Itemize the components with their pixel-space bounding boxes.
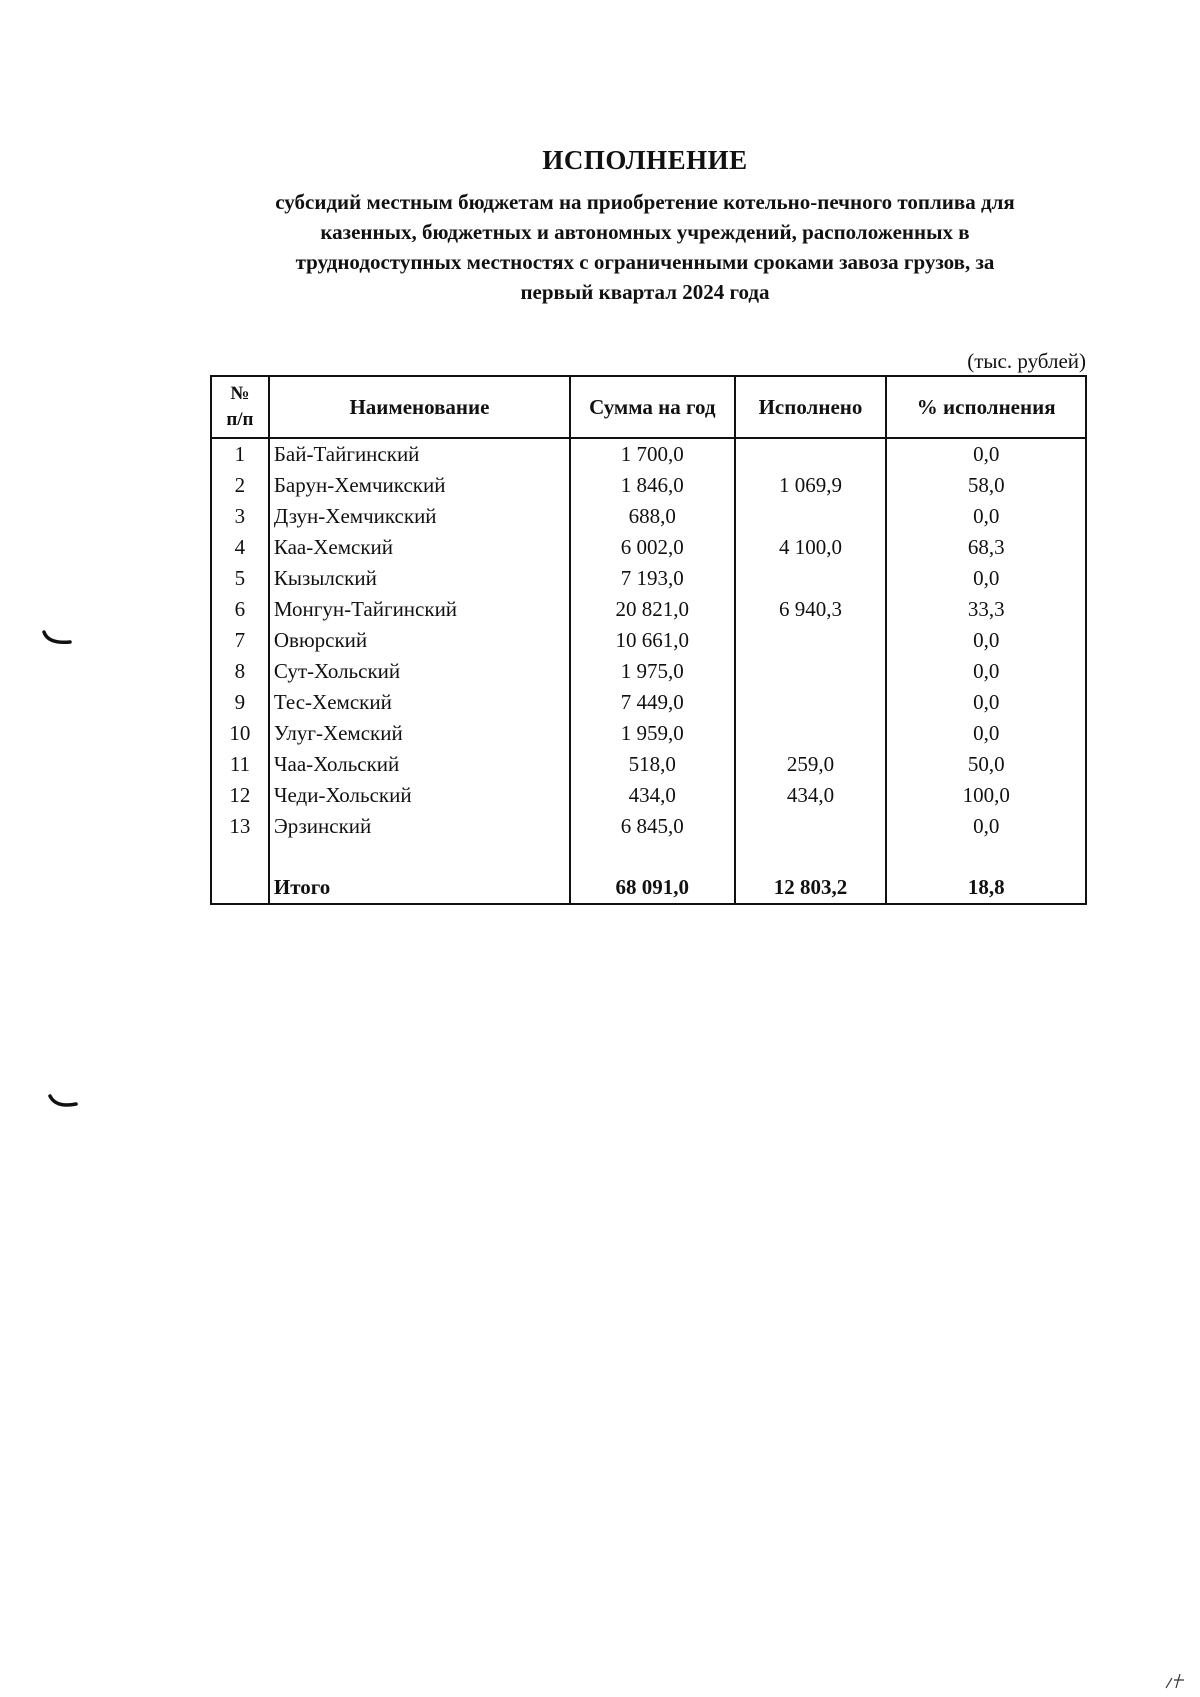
scan-mark [40, 630, 74, 648]
cell-name: Барун-Хемчикский [269, 470, 570, 501]
table-row [211, 687, 1086, 718]
scan-mark [46, 1094, 80, 1112]
total-done: 12 803,2 [735, 872, 887, 904]
table-row [211, 718, 1086, 749]
cell-sum: 1 975,0 [570, 656, 735, 687]
spacer-cell [886, 842, 1086, 872]
cell-number: 2 [211, 470, 269, 501]
total-percent: 18,8 [886, 872, 1086, 904]
header-number-line2: п/п [226, 409, 254, 430]
cell-done: 6 940,3 [735, 594, 887, 625]
table-row [211, 563, 1086, 594]
spacer-cell [735, 842, 887, 872]
table-row [211, 532, 1086, 563]
cell-number: 8 [211, 656, 269, 687]
cell-done: 434,0 [735, 780, 887, 811]
total-sum: 68 091,0 [570, 872, 735, 904]
table-header [211, 376, 1086, 438]
cell-name: Дзун-Хемчикский [269, 501, 570, 532]
cell-number: 3 [211, 501, 269, 532]
header-row [211, 376, 1086, 438]
cell-sum: 6 002,0 [570, 532, 735, 563]
cell-name: Эрзинский [269, 811, 570, 842]
cell-number: 9 [211, 687, 269, 718]
cell-name: Улуг-Хемский [269, 718, 570, 749]
header-percent: % исполнения [886, 376, 1086, 438]
cell-number: 1 [211, 438, 269, 470]
cell-sum: 1 700,0 [570, 438, 735, 470]
cell-done [735, 625, 887, 656]
table-row [211, 594, 1086, 625]
cell-name: Кызылский [269, 563, 570, 594]
cell-number: 4 [211, 532, 269, 563]
table-row [211, 438, 1086, 470]
cell-done [735, 501, 887, 532]
header-number [211, 376, 269, 438]
total-number-cell [211, 872, 269, 904]
document-subtitle [200, 187, 1090, 307]
cell-done [735, 811, 887, 842]
cell-name: Тес-Хемский [269, 687, 570, 718]
cell-name: Овюрский [269, 625, 570, 656]
cell-sum: 20 821,0 [570, 594, 735, 625]
cell-percent: 0,0 [886, 718, 1086, 749]
header-done: Исполнено [735, 376, 887, 438]
cell-percent: 100,0 [886, 780, 1086, 811]
total-row [211, 872, 1086, 904]
header-number-line1: № [230, 383, 250, 404]
cell-name: Каа-Хемский [269, 532, 570, 563]
subtitle-line: казенных, бюджетных и автономных учреждений, расположенных в [320, 220, 970, 244]
cell-number: 10 [211, 718, 269, 749]
table-row [211, 625, 1086, 656]
cell-percent: 58,0 [886, 470, 1086, 501]
cell-percent: 0,0 [886, 687, 1086, 718]
table-row [211, 470, 1086, 501]
cell-percent: 0,0 [886, 811, 1086, 842]
cell-percent: 0,0 [886, 625, 1086, 656]
cell-name: Монгун-Тайгинский [269, 594, 570, 625]
cell-done [735, 718, 887, 749]
units-note: (тыс. рублей) [967, 349, 1086, 373]
cell-number: 6 [211, 594, 269, 625]
cell-name: Чеди-Хольский [269, 780, 570, 811]
cell-name: Чаа-Хольский [269, 749, 570, 780]
cell-done [735, 438, 887, 470]
spacer-cell [269, 842, 570, 872]
cell-sum: 10 661,0 [570, 625, 735, 656]
cell-number: 12 [211, 780, 269, 811]
cell-sum: 688,0 [570, 501, 735, 532]
cell-sum: 518,0 [570, 749, 735, 780]
cell-sum: 1 846,0 [570, 470, 735, 501]
table-row [211, 656, 1086, 687]
table-body [211, 438, 1086, 904]
cell-done: 4 100,0 [735, 532, 887, 563]
total-label: Итого [269, 872, 570, 904]
cell-percent: 0,0 [886, 501, 1086, 532]
cell-sum: 6 845,0 [570, 811, 735, 842]
table-row [211, 811, 1086, 842]
execution-table [210, 375, 1087, 905]
cell-percent: 0,0 [886, 563, 1086, 594]
cell-done: 259,0 [735, 749, 887, 780]
table-row [211, 780, 1086, 811]
document-title: ИСПОЛНЕНИЕ [542, 145, 748, 175]
cell-name: Сут-Хольский [269, 656, 570, 687]
cell-done [735, 563, 887, 594]
cell-percent: 0,0 [886, 656, 1086, 687]
cell-percent: 33,3 [886, 594, 1086, 625]
cell-percent: 0,0 [886, 438, 1086, 470]
cell-percent: 68,3 [886, 532, 1086, 563]
cell-done [735, 656, 887, 687]
cell-sum: 7 193,0 [570, 563, 735, 594]
subtitle-line: первый квартал 2024 года [520, 280, 770, 304]
subtitle-line: субсидий местным бюджетам на приобретение котельно-печного топлива для [275, 190, 1015, 214]
cell-number: 7 [211, 625, 269, 656]
spacer-cell [570, 842, 735, 872]
cell-done: 1 069,9 [735, 470, 887, 501]
cell-name: Бай-Тайгинский [269, 438, 570, 470]
cell-percent: 50,0 [886, 749, 1086, 780]
subtitle-line: труднодоступных местностях с ограниченными сроками завоза грузов, за [295, 250, 995, 274]
spacer-cell [211, 842, 269, 872]
cell-sum: 434,0 [570, 780, 735, 811]
spacer-row [211, 842, 1086, 872]
header-sum: Сумма на год [570, 376, 735, 438]
header-name: Наименование [269, 376, 570, 438]
cell-done [735, 687, 887, 718]
table-row [211, 501, 1086, 532]
cell-sum: 1 959,0 [570, 718, 735, 749]
cell-number: 13 [211, 811, 269, 842]
cell-number: 11 [211, 749, 269, 780]
cell-sum: 7 449,0 [570, 687, 735, 718]
cell-number: 5 [211, 563, 269, 594]
scan-mark [1162, 1666, 1188, 1692]
table-row [211, 749, 1086, 780]
